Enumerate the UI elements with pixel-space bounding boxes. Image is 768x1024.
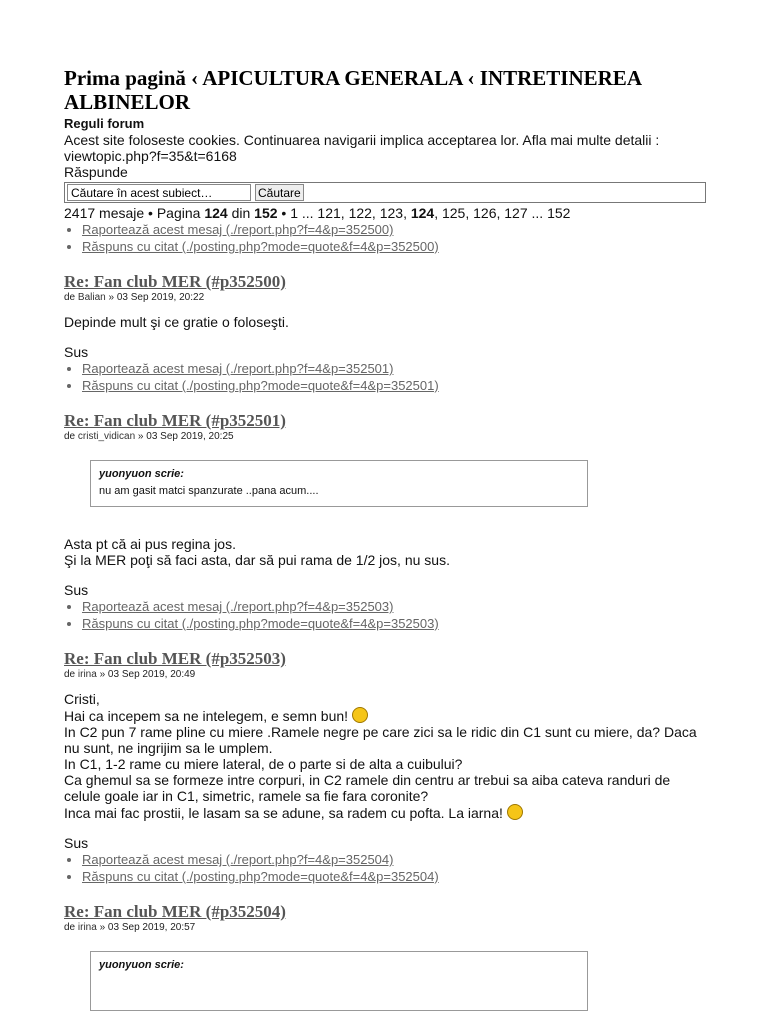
post-title[interactable]: Re: Fan club MER (#p352500) — [64, 272, 286, 291]
report-link[interactable]: Raportează acest mesaj (./report.php?f=4&p=352501) — [82, 361, 394, 376]
post-meta — [64, 292, 708, 304]
post — [64, 272, 708, 394]
post-date: » 03 Sep 2019, 20:57 — [96, 922, 196, 933]
current-page: 124 — [204, 205, 228, 221]
post-by: de — [64, 669, 78, 680]
reply-link[interactable]: Răspunde — [64, 164, 128, 180]
post-text-line: Inca mai fac prostii, le lasam sa se adune, sa radem cu pofta. La iarna! — [64, 805, 503, 821]
page — [64, 66, 708, 1011]
post-date: » 03 Sep 2019, 20:49 — [96, 669, 196, 680]
search-input[interactable] — [67, 184, 251, 201]
post-actions — [64, 360, 708, 394]
report-link[interactable]: Raportează acest mesaj (./report.php?f=4&p=352503) — [82, 599, 394, 614]
post — [64, 902, 708, 1011]
post-text-line: Cristi, — [64, 691, 100, 707]
post-title[interactable]: Re: Fan club MER (#p352503) — [64, 649, 286, 668]
quote-action — [82, 868, 708, 885]
pagination-pages-after[interactable]: , 125, 126, 127 ... 152 — [434, 205, 571, 221]
quote-block — [90, 460, 588, 507]
laughing-emoji-icon — [352, 707, 368, 723]
post-title[interactable]: Re: Fan club MER (#p352501) — [64, 411, 286, 430]
quote-link[interactable]: Răspuns cu citat (./posting.php?mode=quote&f=4&p=352500) — [82, 239, 439, 254]
post-by: de — [64, 292, 78, 303]
post-meta — [64, 922, 708, 934]
post-text-line: Şi la MER poţi să faci asta, dar să pui rama de 1/2 jos, nu sus. — [64, 552, 450, 568]
post-author[interactable]: irina — [77, 922, 97, 933]
post-content — [64, 691, 708, 821]
back-to-top-link[interactable]: Sus — [64, 835, 89, 851]
post-actions — [64, 221, 708, 255]
cookie-details-link[interactable]: viewtopic.php?f=35&t=6168 — [64, 148, 237, 164]
quote-action — [82, 238, 708, 255]
cookie-notice: Acest site foloseste cookies. Continuarea navigarii implica acceptarea lor. Afla mai multe detalii : — [64, 132, 660, 148]
post — [64, 411, 708, 632]
post-title[interactable]: Re: Fan club MER (#p352504) — [64, 902, 286, 921]
quote-text: nu am gasit matci spanzurate ..pana acum.... — [99, 485, 319, 497]
pagination-pages-before[interactable]: • 1 ... 121, 122, 123, — [277, 205, 411, 221]
quote-author: yuonyuon scrie: — [99, 959, 184, 971]
post-text-line-wrapper — [64, 804, 708, 821]
report-link[interactable]: Raportează acest mesaj (./report.php?f=4&p=352504) — [82, 852, 394, 867]
quote-author: yuonyuon scrie: — [99, 468, 184, 480]
post-text-line: Ca ghemul sa se formeze intre corpuri, in C2 ramele din centru ar trebui sa aiba cateva randuri de celule goale iar in C1, simetric, ramele sa fie fara coronite? — [64, 772, 671, 804]
report-link[interactable]: Raportează acest mesaj (./report.php?f=4&p=352500) — [82, 222, 394, 237]
search-form — [64, 182, 706, 203]
quote-action — [82, 377, 708, 394]
total-pages: 152 — [254, 205, 278, 221]
quote-link[interactable]: Răspuns cu citat (./posting.php?mode=quote&f=4&p=352503) — [82, 616, 439, 631]
wink-emoji-icon — [507, 804, 523, 820]
search-button[interactable]: Căutare — [255, 184, 304, 201]
post-author[interactable]: cristi_vidican — [77, 431, 136, 442]
post-text-line-wrapper — [64, 707, 708, 724]
pagination-prefix: 2417 mesaje • Pagina — [64, 205, 205, 221]
pagination-of: din — [227, 205, 255, 221]
post-actions — [64, 598, 708, 632]
report-action — [82, 360, 708, 377]
page-title: Prima pagină ‹ APICULTURA GENERALA ‹ INTRETINEREA ALBINELOR — [64, 66, 641, 114]
forum-rules-link[interactable]: Reguli forum — [64, 116, 145, 131]
post-date: » 03 Sep 2019, 20:22 — [105, 292, 205, 303]
post-meta — [64, 431, 708, 443]
report-action — [82, 221, 708, 238]
post-content — [64, 314, 708, 330]
post-meta — [64, 669, 708, 681]
post-author[interactable]: Balian — [77, 292, 106, 303]
post-by: de — [64, 431, 78, 442]
current-page-number: 124 — [410, 205, 435, 221]
back-to-top-link[interactable]: Sus — [64, 582, 89, 598]
post-author[interactable]: irina — [77, 669, 97, 680]
post-text-line: In C1, 1-2 rame cu miere lateral, de o parte si de alta a cuibului? — [64, 756, 463, 772]
post-actions — [64, 851, 708, 885]
post-by: de — [64, 922, 78, 933]
report-action — [82, 598, 708, 615]
report-action — [82, 851, 708, 868]
post-text-line: Hai ca incepem sa ne intelegem, e semn bun! — [64, 708, 349, 724]
post-date: » 03 Sep 2019, 20:25 — [135, 431, 234, 442]
quote-link[interactable]: Răspuns cu citat (./posting.php?mode=quote&f=4&p=352501) — [82, 378, 439, 393]
quote-block — [90, 951, 588, 1011]
pagination — [64, 205, 708, 221]
post — [64, 649, 708, 885]
post-text-line: In C2 pun 7 rame pline cu miere .Ramele negre pe care zici sa le ridic din C1 sunt cu miere, da? Daca nu sunt, ne ingrijim sa le umplem. — [64, 724, 697, 756]
back-to-top-link[interactable]: Sus — [64, 344, 89, 360]
quote-action — [82, 615, 708, 632]
post-content — [64, 536, 708, 568]
post-text-line: Depinde mult şi ce gratie o foloseşti. — [64, 314, 289, 330]
post-text-line: Asta pt că ai pus regina jos. — [64, 536, 236, 552]
quote-link[interactable]: Răspuns cu citat (./posting.php?mode=quote&f=4&p=352504) — [82, 869, 439, 884]
